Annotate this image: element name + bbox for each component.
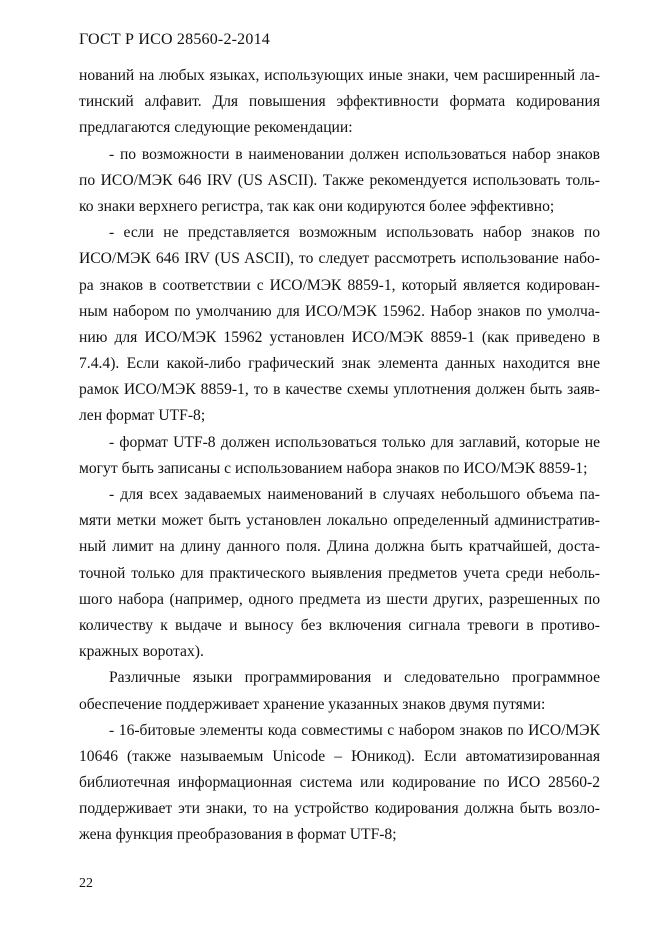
text-line: ИСО/МЭК 646 IRV (US ASCII), то следует рассмотреть использование набо- — [79, 250, 600, 268]
text-line: - если не представляется возможным использовать набор знаков по — [109, 224, 600, 242]
text-line: 7.4.4). Если какой-либо графический знак элемента данных находится вне — [79, 355, 600, 373]
text-line: 10646 (также называемым Unicode – Юникод). Если автоматизированная — [79, 747, 600, 765]
text-line: ный лимит на длину данного поля. Длина должна быть кратчайшей, доста- — [79, 538, 600, 556]
text-line: ра знаков в соответствии с ИСО/МЭК 8859-1, который является кодирован- — [79, 276, 600, 294]
text-line: по ИСО/МЭК 646 IRV (US ASCII). Также рекомендуется использовать толь- — [79, 171, 600, 189]
text-line: могут быть записаны с использованием набора знаков по ИСО/МЭК 8859-1; — [79, 459, 588, 477]
text-line: библиотечная информационная система или кодирование по ИСО 28560-2 — [79, 774, 600, 792]
text-line: ным набором по умолчанию для ИСО/МЭК 15962. Набор знаков по умолча- — [79, 302, 600, 320]
text-line: лен формат UTF-8; — [79, 407, 206, 425]
text-line: - по возможности в наименовании должен использоваться набор знаков — [109, 145, 600, 163]
text-line: обеспечение поддерживает хранение указанных знаков двумя путями: — [79, 695, 546, 713]
text-line: тинский алфавит. Для повышения эффективности формата кодирования — [79, 93, 600, 111]
text-line: Различные языки программирования и следовательно программное — [109, 669, 600, 687]
document-header: ГОСТ Р ИСО 28560-2-2014 — [79, 31, 270, 48]
text-line: предлагаются следующие рекомендации: — [79, 119, 353, 137]
text-line: жена функция преобразования в формат UTF-8; — [79, 826, 397, 844]
text-line: количеству к выдаче и выносу без включения сигнала тревоги в противо- — [79, 616, 600, 634]
text-line: кражных воротах). — [79, 643, 204, 661]
text-line: мяти метки может быть установлен локально определенный административ- — [79, 512, 600, 530]
text-line: поддерживает эти знаки, то на устройство кодирования должна быть возло- — [79, 800, 600, 818]
page-number: 22 — [79, 876, 93, 891]
text-line: точной только для практического выявления предметов учета среди неболь- — [79, 564, 600, 582]
text-line: - формат UTF-8 должен использоваться только для заглавий, которые не — [109, 433, 600, 451]
text-line: - для всех задаваемых наименований в случаях небольшого объема па- — [109, 486, 600, 503]
text-line: нований на любых языках, использующих иные знаки, чем расширенный ла- — [79, 67, 600, 84]
text-line: рамок ИСО/МЭК 8859-1, то в качестве схемы уплотнения должен быть заяв- — [79, 381, 600, 399]
document-body — [79, 63, 600, 849]
text-line: - 16-битовые элементы кода совместимы с набором знаков по ИСО/МЭК — [109, 721, 600, 739]
text-line: нию для ИСО/МЭК 15962 установлен ИСО/МЭК 8859-1 (как приведено в — [79, 328, 600, 346]
text-line: ко знаки верхнего регистра, так как они кодируются более эффективно; — [79, 197, 555, 215]
text-line: шого набора (например, одного предмета из шести других, разрешенных по — [79, 590, 600, 608]
